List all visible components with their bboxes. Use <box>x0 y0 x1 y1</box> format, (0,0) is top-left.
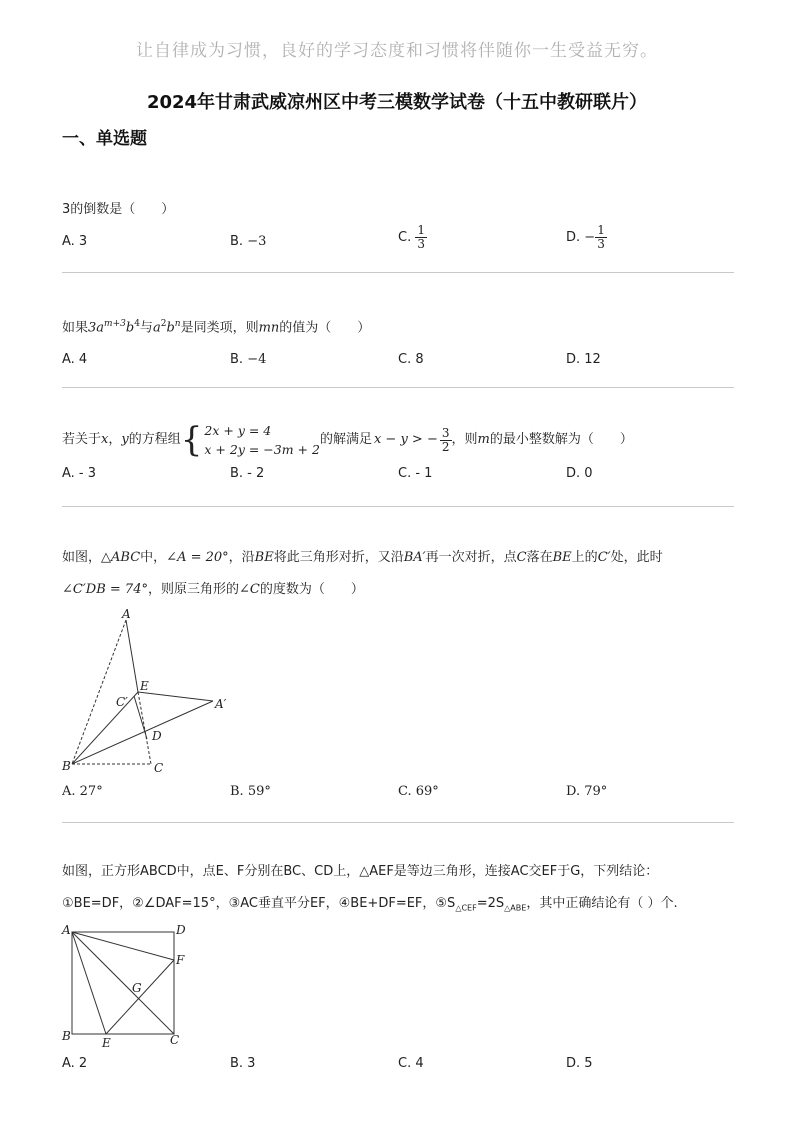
motto-header: 让自律成为习惯，良好的学习态度和习惯将伴随你一生受益无穷。 <box>136 41 658 61</box>
divider <box>62 506 734 507</box>
denominator: 3 <box>417 237 425 251</box>
text: 的方程组 <box>128 432 181 447</box>
math-term: △ABC <box>101 550 141 565</box>
text: 将此三角形对折，又沿 <box>273 550 404 565</box>
math-term: b <box>125 320 135 336</box>
option-a[interactable]: A. 3 <box>62 234 88 249</box>
equation-system <box>181 421 320 459</box>
question-2-stem <box>62 314 734 338</box>
text: ， <box>108 432 122 447</box>
question-1-stem: 3的倒数是（ ） <box>62 202 175 217</box>
option-letter: C. <box>398 230 416 245</box>
line-ef <box>106 960 174 1034</box>
math-term: x <box>101 432 109 447</box>
option-d[interactable]: D. 0 <box>566 466 593 481</box>
text: 再一次对折，点 <box>425 550 517 565</box>
label-a: A <box>122 607 131 621</box>
equation-2: x + 2y = −3m + 2 <box>204 442 320 457</box>
text: ①BE=DF，②∠DAF=15°，③AC垂直平分EF，④BE+DF=EF，⑤S <box>62 896 456 911</box>
label-a-prime: A′ <box>215 697 227 711</box>
text: 处，此时 <box>610 550 663 565</box>
option-d[interactable]: D. 5 <box>566 1056 593 1071</box>
question-5 <box>62 862 734 919</box>
option-letter: B. <box>230 352 248 368</box>
text: =2S <box>476 896 505 911</box>
question-2 <box>62 314 734 372</box>
label-b: B <box>62 759 71 773</box>
math-term: ∠C′DB = 74° <box>62 582 148 597</box>
question-5-stem-line-1: 如图，正方形ABCD中，点E、F分别在BC、CD上，△AEF是等边三角形，连接AC交EF于G，下列结论： <box>62 864 659 879</box>
question-4 <box>62 548 734 600</box>
exponent: m+3 <box>104 319 126 329</box>
math-term: C′ <box>597 550 611 565</box>
line-ae <box>126 620 138 692</box>
label-f: F <box>176 953 185 967</box>
option-a[interactable]: A. 2 <box>62 1056 88 1071</box>
exponent: 2 <box>160 319 167 329</box>
text: 上的 <box>571 550 598 565</box>
math-term: b <box>166 320 175 336</box>
option-b[interactable] <box>230 350 266 370</box>
option-c[interactable]: C. - 1 <box>398 466 433 481</box>
option-b[interactable]: B. - 2 <box>230 466 265 481</box>
question-1 <box>62 200 734 254</box>
line-af <box>72 932 174 960</box>
question-5-options <box>62 1054 734 1076</box>
fraction <box>415 224 427 251</box>
subscript: △CEF <box>455 903 477 913</box>
option-a[interactable]: A. 4 <box>62 352 88 368</box>
section-heading: 一、单选题 <box>62 129 147 149</box>
exponent: n <box>174 319 181 329</box>
text: ，其中正确结论有（ ）个. <box>526 896 678 911</box>
numerator: 1 <box>417 223 425 237</box>
equation-1: 2x + y = 4 <box>204 423 272 438</box>
line-c1d <box>134 696 147 739</box>
question-3 <box>62 418 734 486</box>
option-c[interactable]: C. 69° <box>398 784 439 799</box>
text: 的最小整数解为（ ） <box>489 432 633 447</box>
option-d[interactable]: D. 12 <box>566 352 601 368</box>
label-d: D <box>176 923 186 937</box>
divider <box>62 272 734 273</box>
text: ，则 <box>451 432 478 447</box>
math-term: a <box>152 320 161 336</box>
text: 的解满足 <box>319 432 372 447</box>
option-letter: D. <box>566 230 585 245</box>
line-ba1 <box>72 701 213 764</box>
line-ae <box>72 932 106 1034</box>
option-c[interactable]: C. 8 <box>398 352 424 368</box>
text: 是同类项，则 <box>180 320 259 336</box>
math-term: 3a <box>88 320 105 336</box>
triangle-fold-figure <box>58 602 248 780</box>
question-4-options <box>62 782 734 804</box>
question-1-options <box>62 223 734 254</box>
text: 如果 <box>62 320 89 336</box>
divider <box>62 387 734 388</box>
math-term: C <box>516 550 527 565</box>
question-4-options-wrap <box>62 782 734 804</box>
page-title: 2024年甘肃武威凉州区中考三模数学试卷（十五中教研联片） <box>146 92 648 113</box>
question-4-stem-line-1 <box>62 548 734 568</box>
text: 中， <box>140 550 167 565</box>
text: 与 <box>139 320 153 336</box>
math-term: BE <box>552 550 572 565</box>
option-d[interactable]: D. 79° <box>566 784 608 799</box>
math-term: y <box>121 432 129 447</box>
question-5-stem-line-2 <box>62 894 734 919</box>
line-be <box>72 692 138 764</box>
inequality: x − y > − <box>373 432 438 447</box>
line-ea1 <box>138 692 213 701</box>
label-e: E <box>102 1036 111 1050</box>
option-letter: B. <box>230 234 248 249</box>
option-value: −4 <box>247 352 267 368</box>
math-term: ∠A = 20° <box>166 550 229 565</box>
square-figure <box>60 920 190 1050</box>
option-b[interactable]: B. 59° <box>230 784 271 799</box>
label-e: E <box>140 679 149 693</box>
math-term: m <box>477 432 490 447</box>
numerator: 3 <box>441 425 450 440</box>
question-4-stem-line-2 <box>62 580 734 600</box>
subscript: △ABE <box>504 903 527 913</box>
option-a[interactable]: A. 27° <box>62 784 103 799</box>
divider <box>62 822 734 823</box>
option-a[interactable]: A. - 3 <box>62 466 97 481</box>
question-2-options <box>62 350 734 372</box>
fraction <box>595 224 607 251</box>
question-3-stem <box>62 418 734 462</box>
minus-sign: − <box>584 230 596 245</box>
label-c-prime: C′ <box>116 695 128 709</box>
brace: { <box>180 420 203 460</box>
label-c: C <box>154 761 164 775</box>
text: ，则原三角形的 <box>147 582 239 597</box>
exponent: 4 <box>134 319 140 329</box>
option-c[interactable] <box>398 224 427 251</box>
label-b: B <box>62 1029 71 1043</box>
option-d[interactable] <box>566 224 607 251</box>
math-term: BE <box>254 550 274 565</box>
option-b[interactable]: B. 3 <box>230 1056 256 1071</box>
label-c: C <box>170 1033 180 1047</box>
text: 如图， <box>62 550 102 565</box>
question-3-options <box>62 464 734 486</box>
dashed-ab <box>72 620 126 764</box>
denominator: 3 <box>597 237 605 251</box>
option-c[interactable]: C. 4 <box>398 1056 424 1071</box>
text: 落在 <box>526 550 553 565</box>
text: 的值为（ ） <box>279 320 371 336</box>
option-b[interactable] <box>230 232 266 252</box>
diagonal-ac <box>72 932 174 1034</box>
label-g: G <box>132 981 142 995</box>
math-term: BA′ <box>403 550 426 565</box>
fraction <box>440 427 452 454</box>
math-term: ∠C <box>238 582 260 597</box>
text: ，沿 <box>228 550 255 565</box>
label-a: A <box>62 923 71 937</box>
numerator: 1 <box>597 223 605 237</box>
text: 的度数为（ ） <box>259 582 364 597</box>
option-value: −3 <box>247 234 267 249</box>
dashed-ec <box>138 692 151 764</box>
math-term: mn <box>258 320 280 336</box>
text: 若关于 <box>62 432 102 447</box>
label-d: D <box>152 729 162 743</box>
question-5-options-wrap <box>62 1054 734 1076</box>
denominator: 2 <box>441 439 450 454</box>
